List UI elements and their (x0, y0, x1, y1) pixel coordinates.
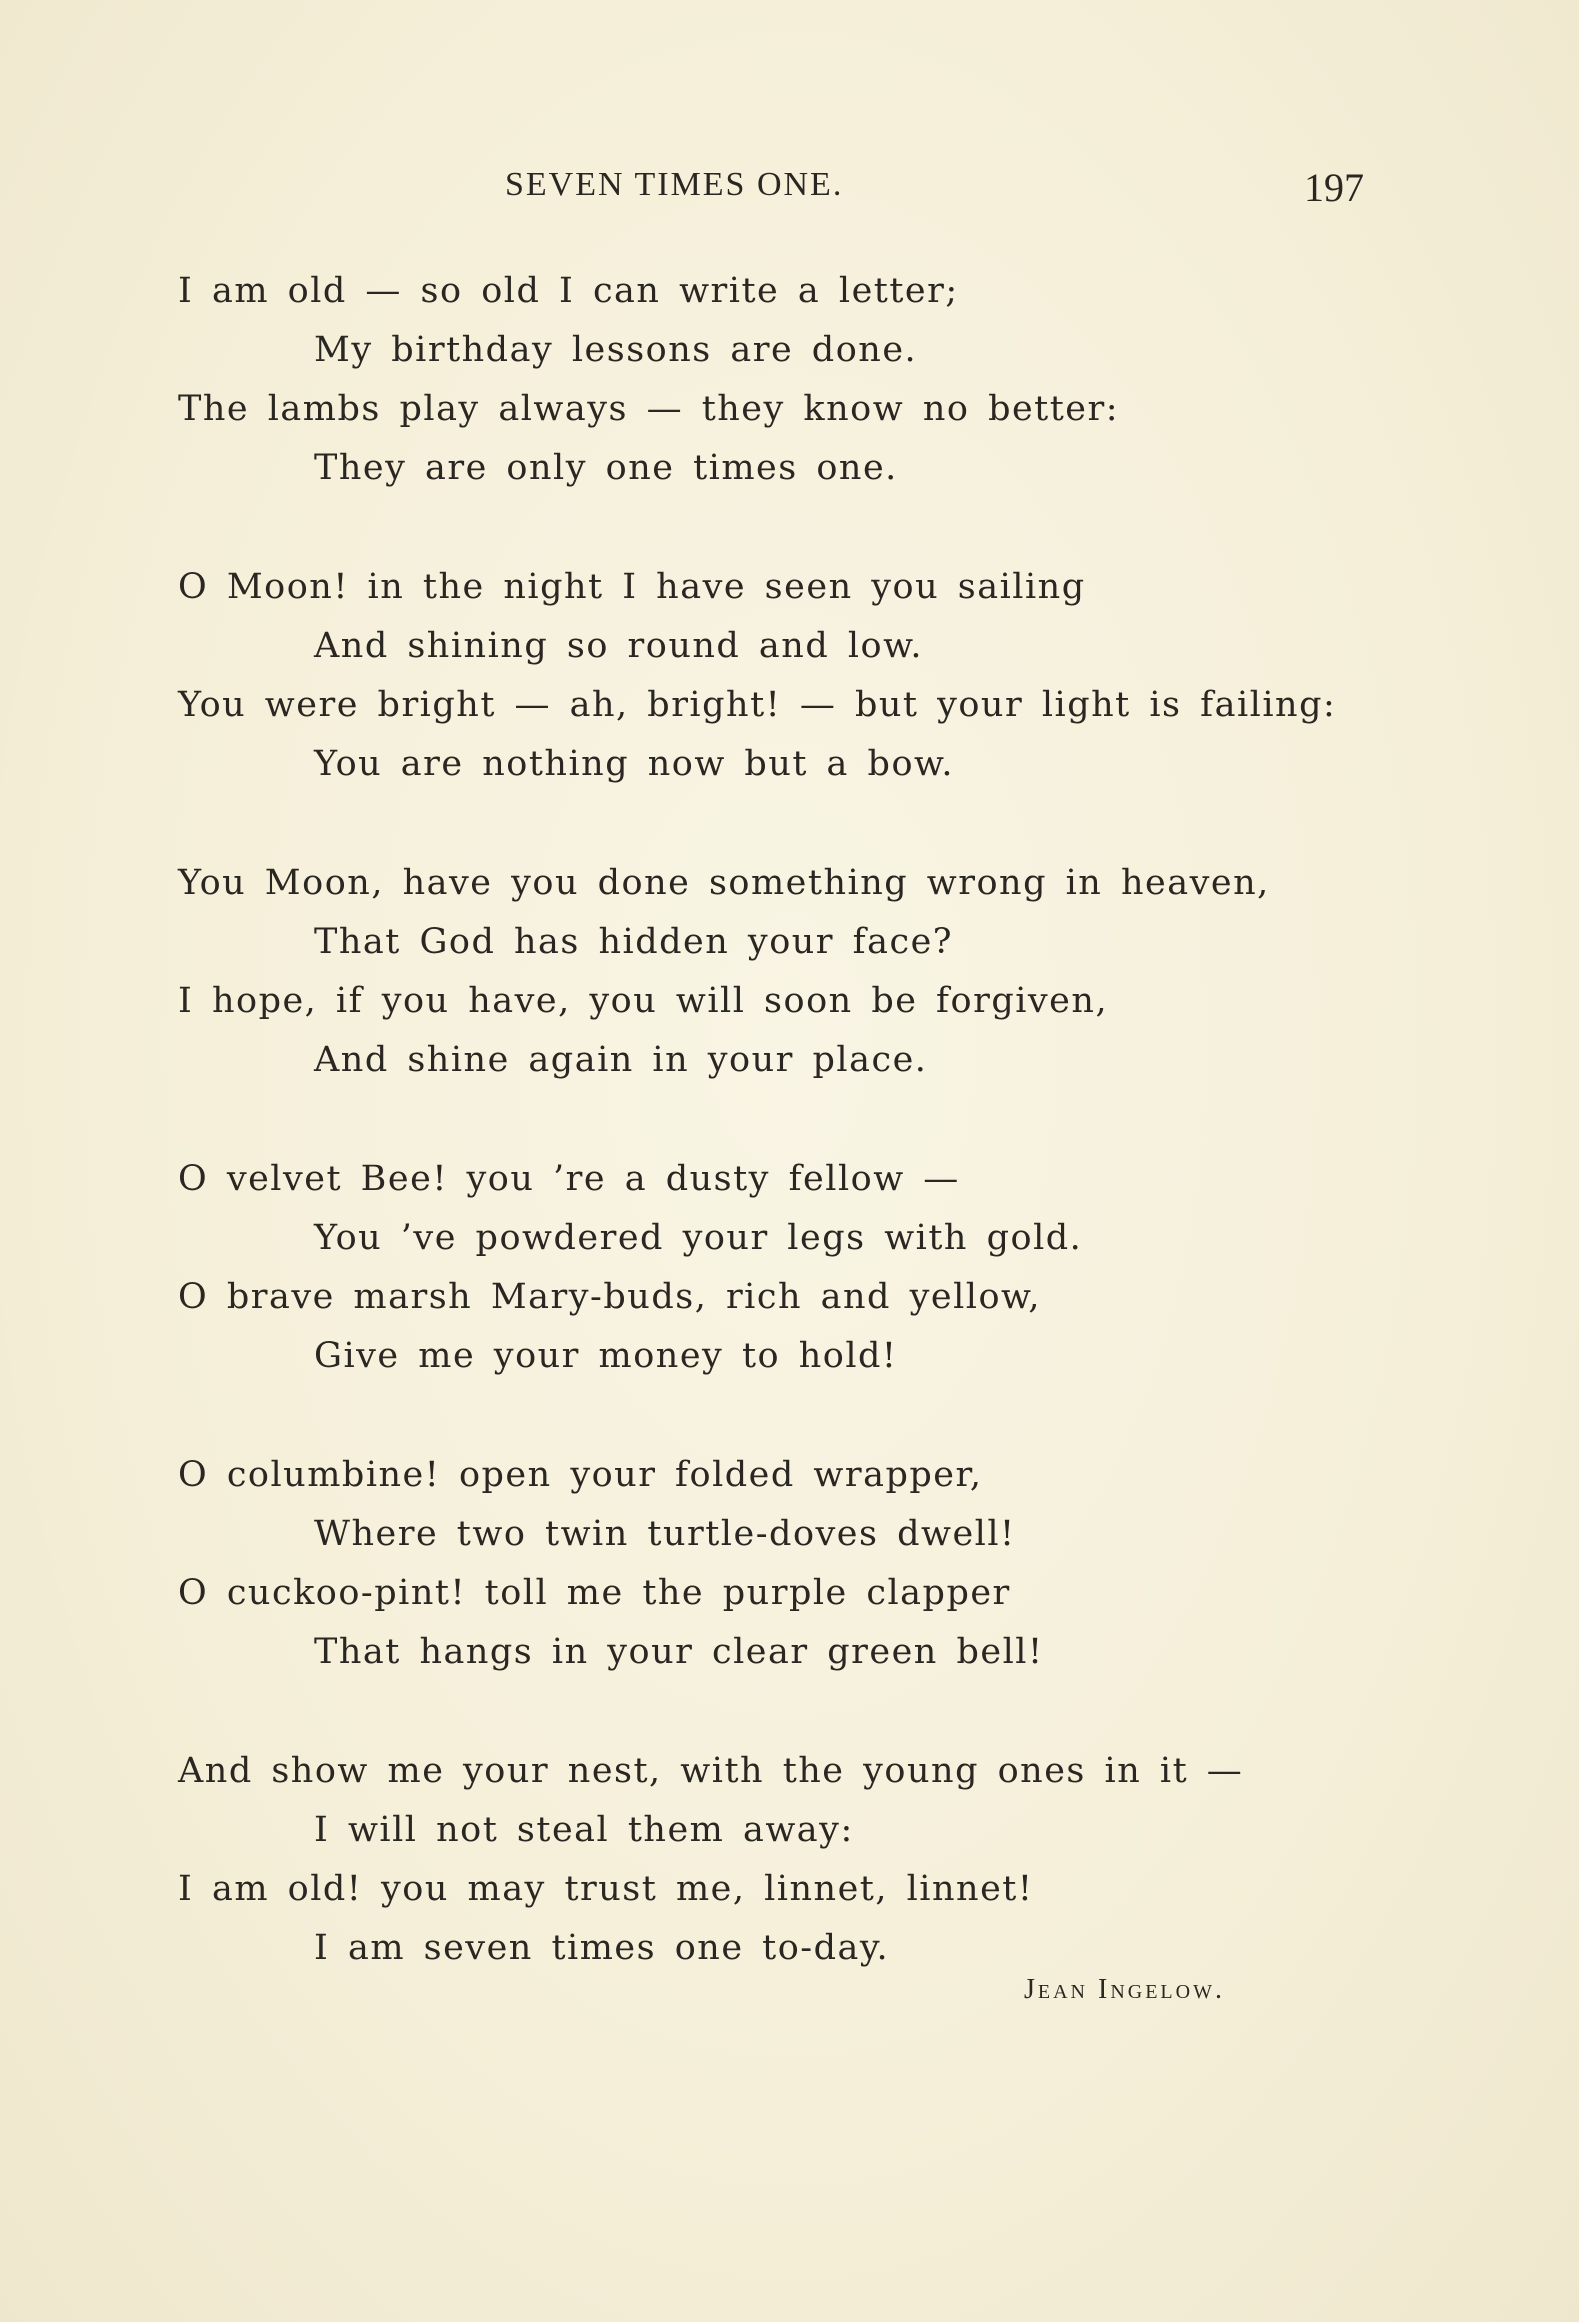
stanza (178, 854, 1378, 1090)
poem-line: They are only one times one. (314, 448, 898, 488)
poem-line: I hope, if you have, you will soon be forgiven, (178, 981, 1109, 1021)
poem-line: You Moon, have you done something wrong in heaven, (178, 863, 1270, 903)
stanza (178, 1150, 1378, 1386)
poem-line: And shine again in your place. (314, 1040, 928, 1080)
poem-line: Where two twin turtle-doves dwell! (314, 1514, 1016, 1554)
poem-line: Give me your money to hold! (314, 1336, 898, 1376)
poem-line: O brave marsh Mary-buds, rich and yellow, (178, 1277, 1041, 1317)
poem-line: And shining so round and low. (314, 626, 924, 666)
poem-line: I am seven times one to-day. (314, 1928, 890, 1968)
poem-line: I am old — so old I can write a letter; (178, 271, 959, 311)
stanza (178, 558, 1378, 794)
poem-line: I will not steal them away: (314, 1810, 854, 1850)
poem-line: The lambs play always — they know no better: (178, 389, 1120, 429)
poem-line: You were bright — ah, bright! — but your light is failing: (178, 685, 1337, 725)
poem-line: My birthday lessons are done. (314, 330, 918, 370)
poem-line: You are nothing now but a bow. (314, 744, 954, 784)
stanza (178, 262, 1378, 498)
poem-line: And show me your nest, with the young ones in it — (178, 1751, 1244, 1791)
author-attribution: Jean Ingelow. (1024, 1974, 1225, 2005)
poem-line: That hangs in your clear green bell! (314, 1632, 1044, 1672)
stanza (178, 1742, 1378, 1978)
poem-line: O Moon! in the night I have seen you sailing (178, 567, 1086, 607)
poem-line: O columbine! open your folded wrapper, (178, 1455, 983, 1495)
poem-line: O cuckoo-pint! toll me the purple clapper (178, 1573, 1011, 1613)
poem-line: You ’ve powdered your legs with gold. (314, 1218, 1083, 1258)
poem-line: That God has hidden your face? (314, 922, 954, 962)
poem (178, 262, 1378, 2038)
poem-line: O velvet Bee! you ’re a dusty fellow — (178, 1159, 960, 1199)
page-number: 197 (1304, 165, 1364, 210)
poem-line: I am old! you may trust me, linnet, linnet! (178, 1869, 1034, 1909)
running-title: SEVEN TIMES ONE. (505, 166, 844, 203)
stanza (178, 1446, 1378, 1682)
